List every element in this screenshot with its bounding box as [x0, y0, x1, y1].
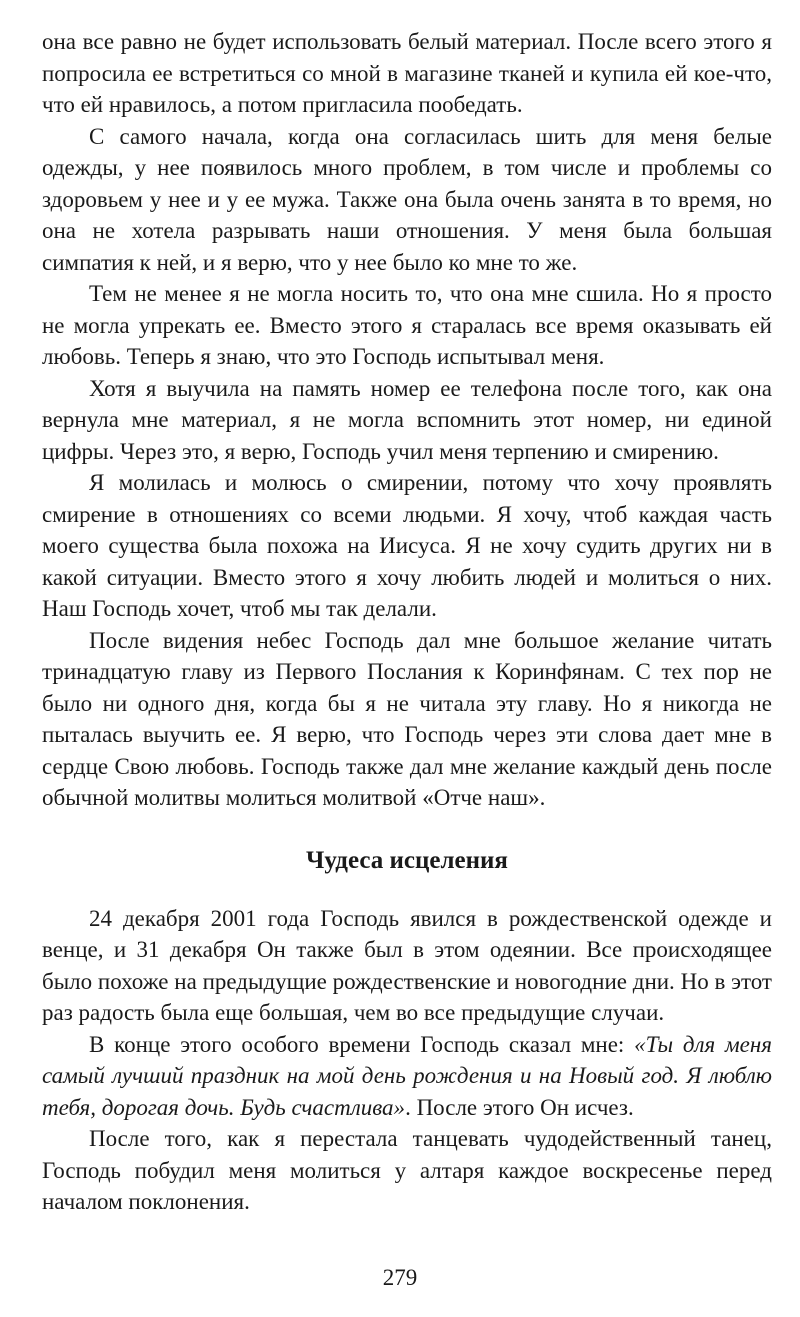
paragraph: Хотя я выучила на память номер ее телефона после того, как она вернула мне материал, я не могла вспомнить этот номер, ни единой цифры. Через это, я верю, Господь учил меня терпению и смирению.: [42, 375, 772, 464]
paragraph-continued: она все равно не будет использовать белый материал. После всего этого я попросила ее встретиться со мной в магазине тканей и купила ей кое-что, что ей нравилось, а потом пригласила пообедать.: [42, 29, 772, 117]
page-number: 279: [382, 1265, 418, 1290]
paragraph: С самого начала, когда она согласилась шить для меня белые одежды, у нее появилось много проблем, в том числе и проблемы со здоровьем у нее и у ее мужа. Также она была очень занята в то время, но она не хотела разрывать наши отношения. У меня была большая симпатия к ней, и я верю, что у нее было ко мне то же.: [42, 123, 772, 275]
page-body: [42, 26, 772, 1218]
paragraph: 24 декабря 2001 года Господь явился в рождественской одежде и венце, и 31 декабря Он также был в этом одеянии. Все происходящее было похоже на предыдущие рождественские и новогодние дни. Но в этот раз радость была еще большая, чем во все предыдущие случаи.: [42, 905, 772, 1025]
paragraph: После видения небес Господь дал мне большое желание читать тринадцатую главу из Первого Послания к Коринфянам. С тех пор не было ни одного дня, когда бы я не читала эту главу. Но я никогда не пыталась выучить ее. Я верю, что Господь через эти слова дает мне в сердце Свою любовь. Господь также дал мне желание каждый день после обычной молитвы молиться молитвой «Отче наш».: [42, 627, 772, 810]
lord-quote: «Ты для меня самый лучший праздник на мой день рождения и на Новый год. Я люблю тебя, дорогая дочь. Будь счастлива»: [42, 1031, 772, 1120]
paragraph-with-quote: [42, 1029, 772, 1124]
quote-intro: В конце этого особого времени Господь сказал мне:: [89, 1031, 635, 1057]
quote-outro: . После этого Он исчез.: [405, 1094, 634, 1120]
paragraph: Тем не менее я не могла носить то, что она мне сшила. Но я просто не могла упрекать ее. Вместо этого я старалась все время оказывать ей любовь. Теперь я знаю, что это Господь испытывал меня.: [42, 281, 772, 369]
paragraph: Я молилась и молюсь о смирении, потому что хочу проявлять смирение в отношениях со всеми людьми. Я хочу, чтоб каждая часть моего существа была похожа на Иисуса. Я не хочу судить других ни в какой ситуации. Вместо этого я хочу любить людей и молиться о них. Наш Господь хочет, чтоб мы так делали.: [42, 470, 772, 621]
paragraph: После того, как я перестала танцевать чудодейственный танец, Господь побудил меня молиться у алтаря каждое воскресенье перед началом поклонения.: [42, 1126, 772, 1214]
section-heading: Чудеса исцеления: [306, 846, 508, 874]
